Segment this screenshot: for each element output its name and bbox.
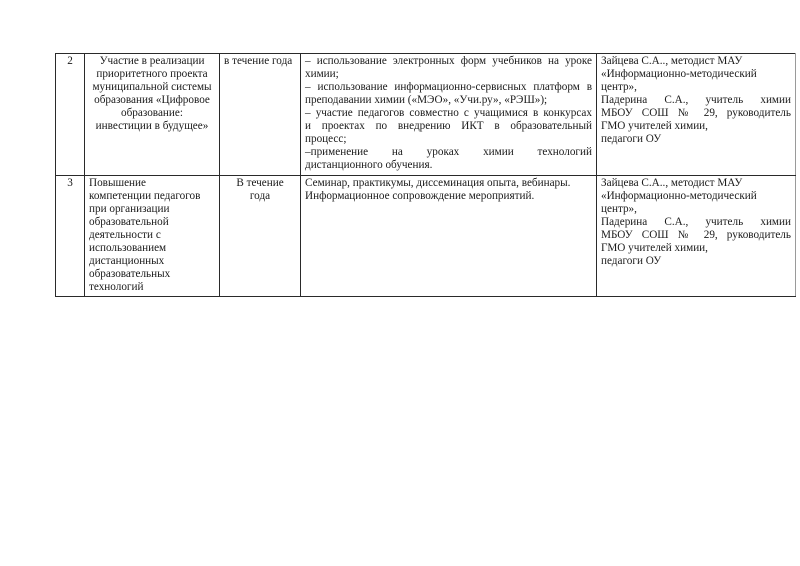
content-line: – использование информационно-сервисных платформ в bbox=[305, 81, 592, 93]
title-line: муниципальной системы bbox=[92, 81, 212, 93]
term-line: В течение bbox=[236, 177, 284, 189]
responsible-line: педагоги ОУ bbox=[601, 133, 662, 145]
responsible-line: МБОУ СОШ № 29, руководитель bbox=[601, 107, 791, 119]
title-line: использованием bbox=[89, 242, 167, 254]
content-line: процесс; bbox=[305, 133, 347, 145]
title-line: дистанционных bbox=[89, 255, 165, 267]
title-line: деятельности с bbox=[89, 229, 161, 241]
content-line: –применение на уроках химии технологий bbox=[305, 146, 592, 158]
content-cell bbox=[301, 176, 597, 297]
content-line: преподавании химии («МЭО», «Учи.ру», «РЭШ»); bbox=[305, 94, 548, 106]
plan-table bbox=[55, 53, 796, 297]
term-line: года bbox=[249, 190, 271, 202]
responsible-line: Зайцева С.А.., методист МАУ bbox=[601, 177, 743, 189]
content-line: – участие педагогов совместно с учащимися в конкурсах bbox=[305, 107, 592, 119]
responsible-line: «Информационно-методический bbox=[601, 190, 757, 202]
responsible-line: Падерина С.А., учитель химии bbox=[601, 216, 791, 228]
row-number-cell bbox=[56, 176, 85, 297]
title-line: Участие в реализации bbox=[99, 55, 205, 67]
content-line: и проектах по внедрению ИКТ в образовательный bbox=[305, 120, 592, 132]
title-line: компетенции педагогов bbox=[89, 190, 201, 202]
content-line: Информационное сопровождение мероприятий. bbox=[305, 190, 535, 202]
responsible-line: «Информационно-методический bbox=[601, 68, 757, 80]
responsible-line: центр», bbox=[601, 203, 637, 215]
term-cell bbox=[220, 54, 301, 176]
content-line: дистанционного обучения. bbox=[305, 159, 433, 171]
row-number: 2 bbox=[67, 55, 73, 67]
content-line: – использование электронных форм учебников на уроке bbox=[305, 55, 592, 67]
content-line: Семинар, практикумы, диссеминация опыта, вебинары. bbox=[305, 177, 571, 189]
responsible-line: центр», bbox=[601, 81, 637, 93]
title-line: приоритетного проекта bbox=[96, 68, 208, 80]
title-line: образование: bbox=[121, 107, 183, 119]
responsible-line: ГМО учителей химии, bbox=[601, 242, 708, 254]
title-line: образования «Цифровое bbox=[94, 94, 210, 106]
content-cell bbox=[301, 54, 597, 176]
table-row bbox=[56, 54, 796, 176]
title-line: инвестиции в будущее» bbox=[95, 120, 209, 132]
row-number: 3 bbox=[67, 177, 73, 189]
responsible-line: педагоги ОУ bbox=[601, 255, 662, 267]
activity-title-cell bbox=[85, 176, 220, 297]
row-number-cell bbox=[56, 54, 85, 176]
responsible-cell bbox=[597, 176, 796, 297]
title-line: образовательной bbox=[89, 216, 169, 228]
title-line: образовательных bbox=[89, 268, 171, 280]
term-line: в течение года bbox=[224, 55, 293, 67]
responsible-line: МБОУ СОШ № 29, руководитель bbox=[601, 229, 791, 241]
title-line: при организации bbox=[89, 203, 170, 215]
responsible-line: Падерина С.А., учитель химии bbox=[601, 94, 791, 106]
responsible-line: Зайцева С.А.., методист МАУ bbox=[601, 55, 743, 67]
content-line: химии; bbox=[305, 68, 339, 80]
table-row bbox=[56, 176, 796, 297]
responsible-cell bbox=[597, 54, 796, 176]
title-line: Повышение bbox=[89, 177, 146, 189]
responsible-line: ГМО учителей химии, bbox=[601, 120, 708, 132]
title-line: технологий bbox=[89, 281, 144, 293]
activity-title-cell bbox=[85, 54, 220, 176]
term-cell bbox=[220, 176, 301, 297]
